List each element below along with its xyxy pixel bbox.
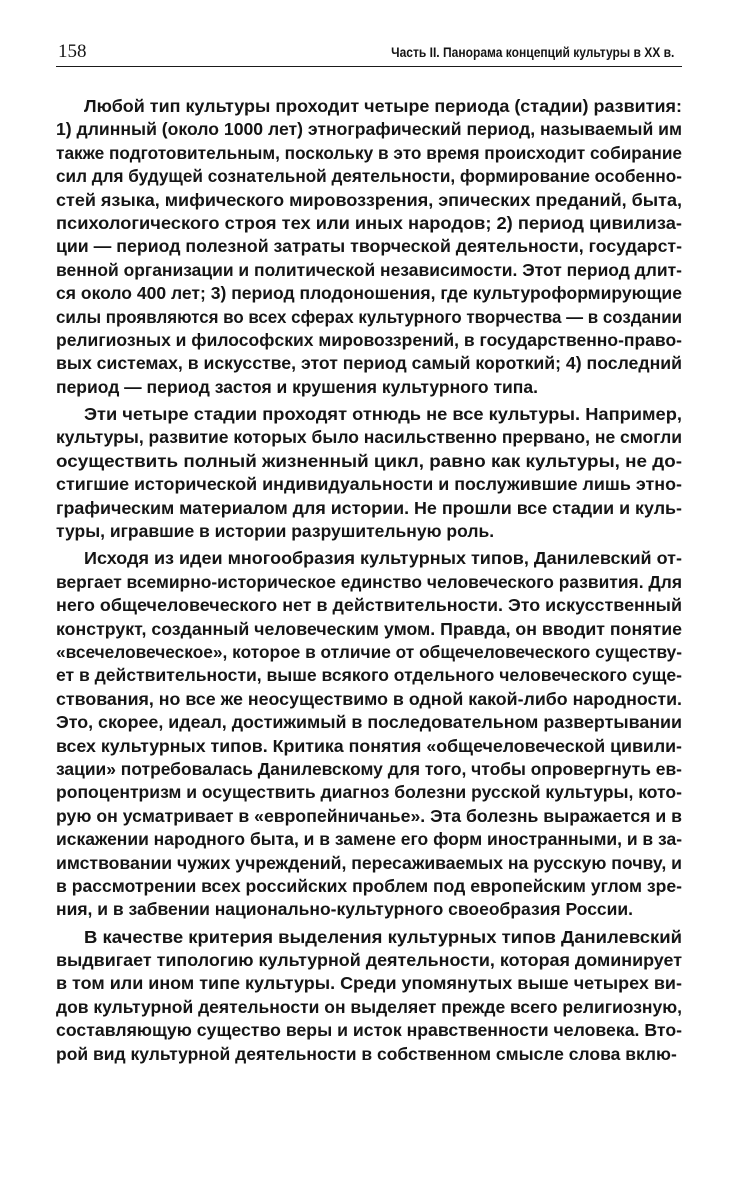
text-line [56,450,682,473]
text-line-content: в рассмотрении всех российских проблем под европейским углом зре- [56,875,682,896]
text-line-content: всех культурных типов. Критика понятия «общечеловеческой цивили- [56,735,682,756]
text-line [56,376,682,399]
text-line [56,426,682,449]
text-line [56,306,682,329]
text-line-content: Эти четыре стадии проходят отнюдь не все культуры. Например, [84,404,682,425]
body-text [56,95,682,1066]
text-line [56,758,682,781]
text-line-content: вых системах, в искусстве, этот период самый короткий; 4) последний [56,353,682,374]
text-line-content: ствования, но все же неосуществимо в одной какой-либо народности. [56,688,682,709]
text-line [56,735,682,758]
text-line-content: культуры, развитие которых было насильственно прервано, не смогли [56,427,682,448]
text-line [56,165,682,188]
text-line [56,473,682,496]
text-line-content: стей языка, мифического мировоззрения, эпических преданий, быта, [56,189,683,210]
text-line-content: также подготовительным, поскольку в это время происходит собирание [56,142,683,163]
text-line [56,329,682,352]
text-line [56,235,682,258]
text-line [56,403,682,426]
text-line-content: искажении народного быта, и в замене его форм иностранными, и в за- [56,829,683,850]
text-line [56,972,682,995]
text-line-content: рую он усматривает в «европейничанье». Эта болезнь выражается и в [56,805,682,826]
text-line [56,497,682,520]
text-line-content: дов культурной деятельности он выделяет прежде всего религиозную, [56,996,683,1017]
paragraph [56,547,682,921]
text-line-content: осуществить полный жизненный цикл, равно как культуры, не до- [56,450,683,471]
text-line [56,875,682,898]
text-line [56,828,682,851]
text-line [56,118,682,141]
text-line-content: религиозных и философских мировоззрений, в государственно-право- [56,329,682,350]
text-line-content: венной организации и политической независимости. Этот период длит- [56,259,682,280]
text-line-content: Исходя из идеи многообразия культурных типов, Данилевский от- [84,548,682,569]
text-line [56,352,682,375]
text-line-content: ся около 400 лет; 3) период плодоношения, где культуроформирующие [56,283,682,304]
text-line [56,926,682,949]
text-line [56,142,682,165]
text-line-content: ния, и в забвении национально-культурного своеобразия России. [56,899,634,920]
text-line [56,1019,682,1042]
text-line [56,520,682,543]
text-line [56,212,682,235]
text-line-content: составляющую существо веры и исток нравственности человека. Вто- [56,1020,683,1041]
text-line [56,805,682,828]
paragraph [56,95,682,399]
text-line-content: имствовании чужих учреждений, пересаживаемых на русскую почву, и [56,852,682,873]
text-line [56,996,682,1019]
paragraph [56,403,682,543]
header-rule [56,66,682,67]
text-line-content: ропоцентризм и осуществить диагноз болезни русской культуры, кото- [56,782,683,803]
text-line [56,1043,682,1066]
text-line [56,711,682,734]
text-line [56,594,682,617]
text-line [56,664,682,687]
text-line-content: вергает всемирно-историческое единство человеческого развития. Для [56,571,683,592]
text-line-content: зации» потребовалась Данилевскому для того, чтобы опровергнуть ев- [56,758,682,779]
text-line [56,547,682,570]
text-line-content: ет в действительности, выше всякого отдельного человеческого суще- [56,665,682,686]
text-line [56,688,682,711]
text-line-content: период — период застоя и крушения культурного типа. [56,376,538,397]
text-line-content: туры, игравшие в истории разрушительную роль. [56,521,495,542]
text-line [56,571,682,594]
text-line [56,189,682,212]
text-line [56,949,682,972]
running-title: Часть II. Панорама концепций культуры в XX в. [390,44,674,60]
text-line-content: ции — период полезной затраты творческой деятельности, государст- [56,236,683,257]
text-line [56,95,682,118]
text-line-content: графическим материалом для истории. Не прошли все стадии и куль- [56,497,683,518]
text-line-content: силы проявляются во всех сферах культурного творчества — в создании [56,306,683,327]
text-line [56,618,682,641]
text-line [56,641,682,664]
text-line-content: 1) длинный (около 1000 лет) этнографический период, называемый им [56,119,683,140]
text-line-content: стигшие исторической индивидуальности и послужившие лишь этно- [56,474,682,495]
text-line-content: рой вид культурной деятельности в собственном смысле слова вклю- [56,1043,677,1064]
text-line-content: «всечеловеческое», которое в отличие от общечеловеческого существу- [56,641,683,662]
paragraph [56,926,682,1066]
text-line-content: в том или ином типе культуры. Среди упомянутых выше четырех ви- [56,973,682,994]
text-line-content: выдвигает типологию культурной деятельности, которая доминирует [56,950,683,971]
text-line [56,259,682,282]
page-number: 158 [58,41,87,62]
text-line-content: сил для будущей сознательной деятельности, формирование особенно- [56,166,682,187]
text-line [56,781,682,804]
running-header [58,40,682,68]
text-line-content: В качестве критерия выделения культурных типов Данилевский [84,926,683,947]
text-line-content: Это, скорее, идеал, достижимый в последовательном развертывании [56,712,683,733]
text-line [56,282,682,305]
text-line-content: конструкт, созданный человеческим умом. Правда, он вводит понятие [56,618,682,639]
text-line-content: психологического строя тех или иных народов; 2) период цивилиза- [56,212,682,233]
text-line [56,898,682,921]
text-line-content: Любой тип культуры проходит четыре периода (стадии) развития: [84,96,682,116]
text-line [56,852,682,875]
text-line-content: него общечеловеческого нет в действительности. Это искусственный [56,595,682,616]
